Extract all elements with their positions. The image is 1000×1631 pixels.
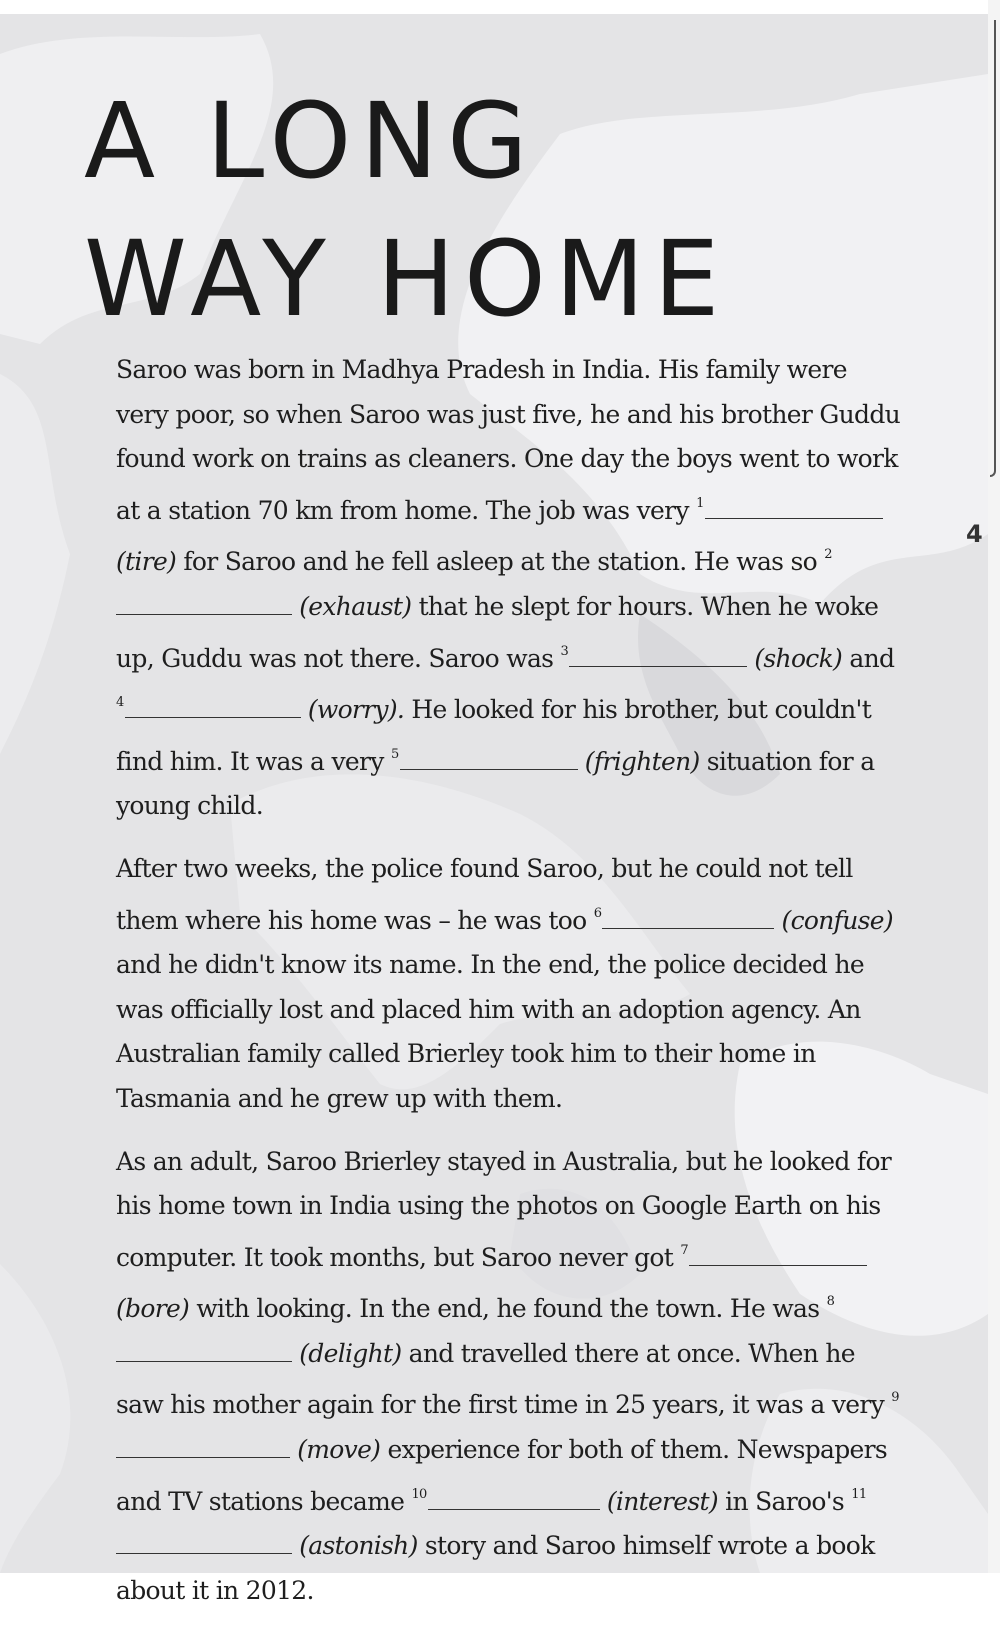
gap-7-hint: (bore) bbox=[116, 1294, 190, 1324]
gap-10-hint: (interest) bbox=[606, 1486, 718, 1516]
gap-2-hint: (exhaust) bbox=[299, 591, 412, 621]
title-line-1: A LONG bbox=[84, 80, 537, 202]
gap-number-5: 5 bbox=[390, 746, 399, 762]
gap-4-hint: (worry). bbox=[307, 695, 405, 725]
gap-6-hint: (confuse) bbox=[781, 905, 893, 935]
page-edge-bracket bbox=[990, 20, 996, 477]
gap-1-blank[interactable] bbox=[705, 494, 883, 519]
gap-number-11: 11 bbox=[851, 1486, 867, 1502]
gap-number-4: 4 bbox=[116, 695, 124, 711]
gap-11-blank[interactable] bbox=[116, 1529, 292, 1554]
gap-number-8: 8 bbox=[826, 1294, 835, 1310]
gap-number-2: 2 bbox=[824, 547, 832, 563]
gap-number-7: 7 bbox=[680, 1242, 688, 1258]
gap-10-blank[interactable] bbox=[428, 1485, 600, 1510]
gap-5-hint: (frighten) bbox=[584, 746, 700, 776]
gap-number-1: 1 bbox=[696, 495, 704, 511]
gap-number-6: 6 bbox=[593, 905, 602, 921]
paragraph-1: Saroo was born in Madhya Pradesh in India. His family were very poor, so when Saroo was just five, he and his brother Guddu found work on trains as cleaners. One day the boys went to work at a station 70 km from home. The job was very $^1$ (tire) for Saroo and he fell asleep at the station. He was so $^2$ (exhaust) that he slept for hours. When he woke up, Guddu was not there. Saroo was $^3$ (shock) and $^4$ (worry). He looked for his brother, but couldn't find him. It was a very $^5$ (frighten) situation for a young child. bbox=[116, 355, 901, 821]
paragraph-2: After two weeks, the police found Saroo, but he could not tell them where his home was – he was too $^6$ (confuse) and he didn't know its name. In the end, the police decided he was officially lost and placed him with an adoption agency. An Australian family called Brierley took him to their home in Tasmania and he grew up with them. bbox=[116, 853, 893, 1113]
gap-7-blank[interactable] bbox=[689, 1241, 867, 1266]
gap-3-blank[interactable] bbox=[569, 642, 747, 667]
gap-3-hint: (shock) bbox=[754, 643, 843, 673]
gap-9-blank[interactable] bbox=[116, 1433, 290, 1458]
gap-1-hint: (tire) bbox=[116, 547, 177, 577]
page-number: 4 bbox=[966, 520, 983, 548]
worksheet-title bbox=[84, 72, 728, 348]
gap-9-hint: (move) bbox=[297, 1435, 381, 1465]
gap-4-blank[interactable] bbox=[125, 693, 301, 718]
title-line-2: WAY HOME bbox=[84, 218, 729, 340]
paragraph-3: As an adult, Saroo Brierley stayed in Australia, but he looked for his home town in India using the photos on Google Earth on his computer. It took months, but Saroo never got $^7$ (bore) with looking. In the end, he found the town. He was $^8$ (delight) and travelled there at once. When he saw his mother again for the first time in 25 years, it was a very $^9$ (move) experience for both of them. Newspapers and TV stations became $^{10}$ (interest) in Saroo's $^{11}$ (astonish) story and Saroo himself wrote a book about it in 2012. bbox=[116, 1146, 899, 1605]
story-text bbox=[116, 348, 906, 1631]
gap-11-hint: (astonish) bbox=[299, 1531, 418, 1561]
gap-8-hint: (delight) bbox=[299, 1338, 402, 1368]
gap-number-3: 3 bbox=[560, 643, 569, 659]
gap-6-blank[interactable] bbox=[602, 904, 774, 929]
gap-number-10: 10 bbox=[411, 1486, 427, 1502]
gap-8-blank[interactable] bbox=[116, 1337, 292, 1362]
gap-2-blank[interactable] bbox=[116, 590, 292, 615]
gap-number-9: 9 bbox=[891, 1390, 899, 1406]
worksheet-page bbox=[0, 14, 988, 1605]
gap-5-blank[interactable] bbox=[400, 745, 578, 770]
